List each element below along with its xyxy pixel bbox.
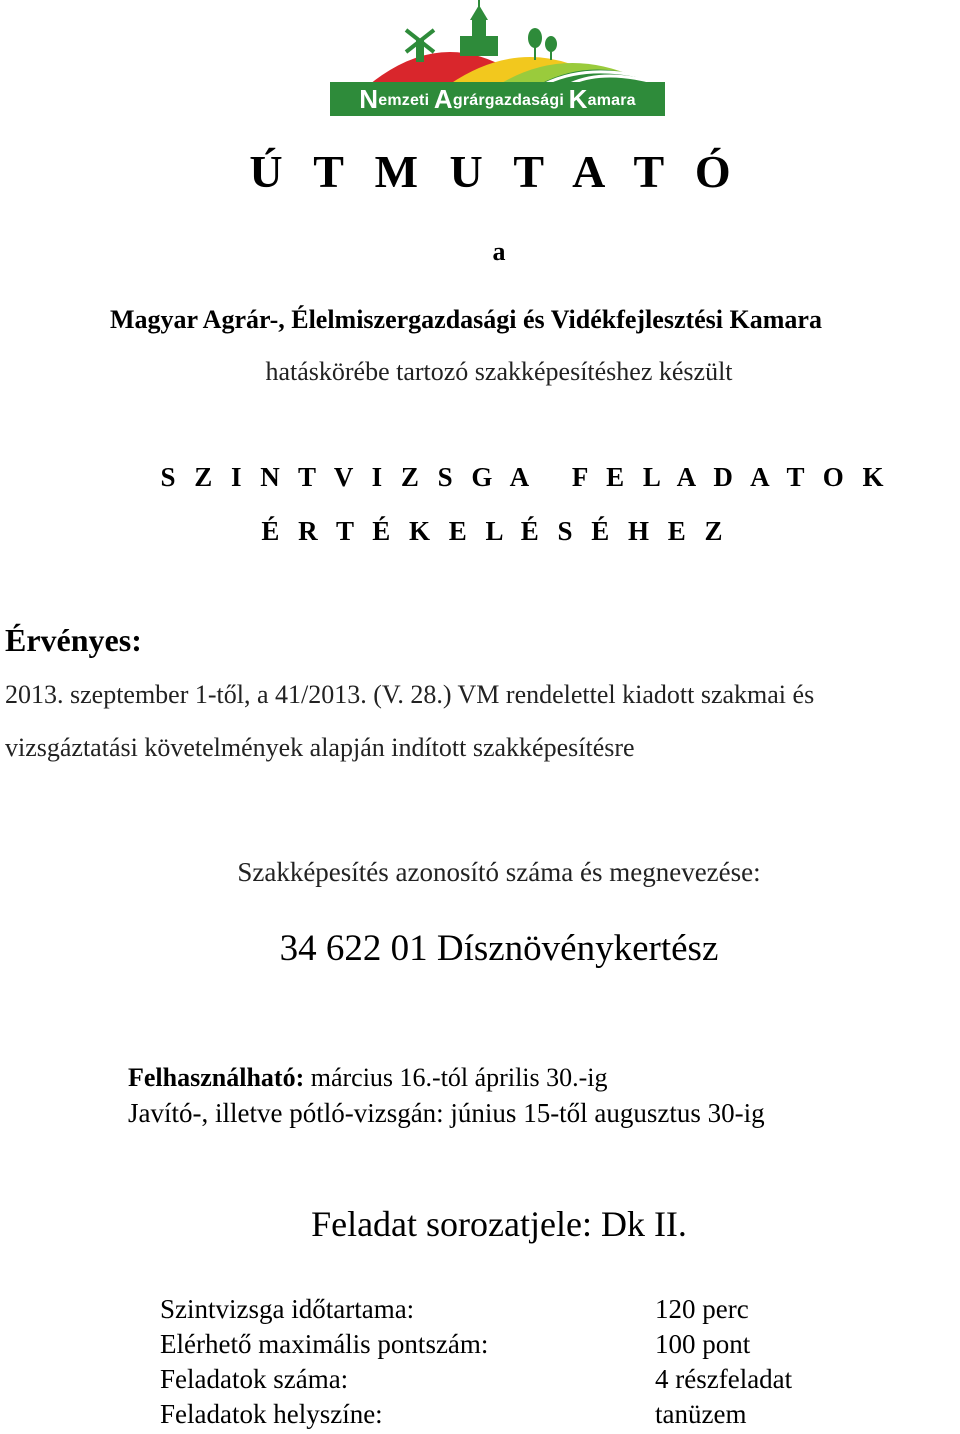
validity-text-line-1: 2013. szeptember 1-től, a 41/2013. (V. 28.) VM rendelettel kiadott szakmai és [5, 680, 815, 709]
usable-value: március 16.-tól április 30.-ig [304, 1063, 608, 1092]
chamber-name: Magyar Agrár-, Élelmiszergazdasági és Vidékfejlesztési Kamara [110, 305, 822, 334]
validity-text-line-2: vizsgáztatási követelmények alapján indított szakképesítésre [5, 733, 635, 762]
exam-info-label: Feladatok helyszíne: [160, 1399, 383, 1429]
validity-label: Érvényes: [5, 622, 142, 658]
scope-text: hatáskörébe tartozó szakképesítéshez készült [265, 357, 733, 386]
exam-info-row [160, 1399, 747, 1430]
exam-title-line-1: S Z I N T V I Z S G A F E L A D A T O K [160, 462, 890, 492]
exam-info-value: 120 perc [655, 1294, 749, 1324]
qualification-name: 34 622 01 Dísznövénykertész [279, 928, 719, 969]
chamber-logo [330, 0, 665, 118]
exam-info-value: 4 részfeladat [655, 1364, 793, 1394]
qualification-label: Szakképesítés azonosító száma és megnevezése: [237, 857, 761, 887]
logo-text: Nemzeti Agrárgazdasági Kamara [359, 84, 636, 114]
series-code: Feladat sorozatjele: Dk II. [311, 1204, 687, 1244]
exam-title-line-2: É R T É K E L É S É H E Z [261, 516, 729, 546]
exam-info-value: 100 pont [655, 1329, 751, 1359]
logo-emblem [330, 0, 665, 84]
exam-info-value: tanüzem [655, 1399, 747, 1429]
exam-info-row [160, 1364, 793, 1395]
usable-label: Felhasználható: [128, 1063, 305, 1092]
retake-period: Javító-, illetve pótló-vizsgán: június 15-től augusztus 30-ig [128, 1098, 765, 1128]
exam-info-row [160, 1329, 751, 1360]
exam-info-label: Szintvizsga időtartama: [160, 1294, 415, 1324]
exam-info-label: Elérhető maximális pontszám: [160, 1329, 489, 1359]
exam-info-row [160, 1294, 749, 1325]
usable-period [128, 1063, 608, 1093]
title-article: a [492, 237, 506, 266]
document-title: Ú T M U T A T Ó [249, 146, 741, 197]
exam-info-label: Feladatok száma: [160, 1364, 349, 1394]
